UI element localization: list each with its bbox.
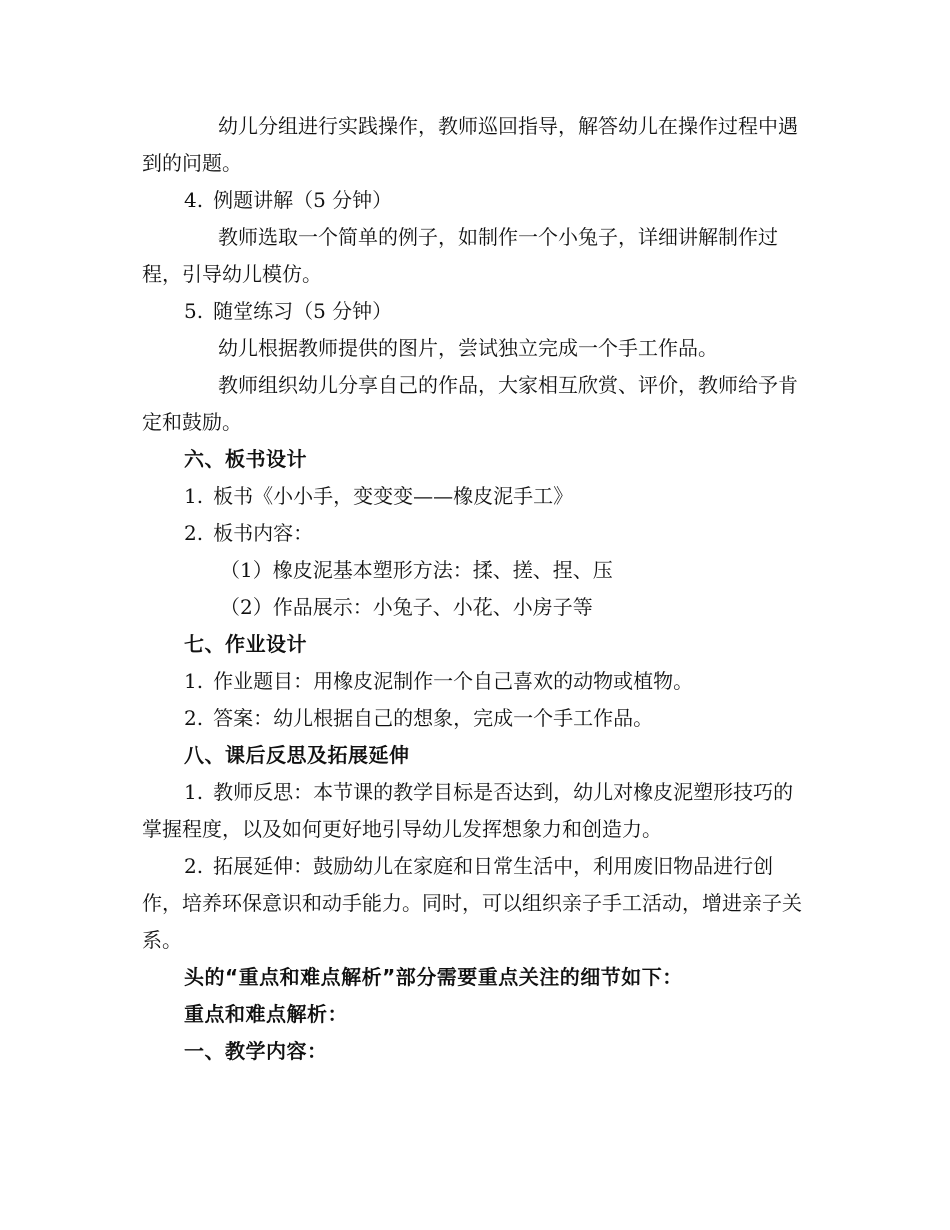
document-body [142,108,810,1070]
list-item [142,515,810,552]
list-number: 5. [184,299,204,323]
sub-list-item: （2）作品展示：小兔子、小花、小房子等 [220,595,593,619]
list-number: 4. [184,188,204,212]
paragraph: 教师选取一个简单的例子，如制作一个小兔子，详细讲解制作过程，引导幼儿模仿。 [142,225,778,286]
list-item [142,663,810,700]
list-item [142,700,810,737]
list-number: 2. [184,854,204,878]
note-heading: 头的“重点和难点解析”部分需要重点关注的细节如下： [184,965,683,989]
list-number: 2. [184,521,204,545]
section-heading: 一、教学内容： [184,1039,328,1063]
list-text: 板书《小小手，变变变——橡皮泥手工》 [213,484,574,508]
list-item [142,774,810,848]
list-item [142,478,810,515]
list-number: 2. [184,706,204,730]
paragraph: 幼儿分组进行实践操作，教师巡回指导，解答幼儿在操作过程中遇到的问题。 [142,114,798,175]
list-number: 1. [184,484,204,508]
list-text: 教师反思：本节课的教学目标是否达到，幼儿对橡皮泥塑形技巧的掌握程度，以及如何更好地引导幼儿发挥想象力和创造力。 [142,780,794,841]
list-item [142,848,810,959]
list-number: 1. [184,669,204,693]
list-item [142,182,810,219]
paragraph: 幼儿根据教师提供的图片，尝试独立完成一个手工作品。 [218,336,718,360]
list-number: 1. [184,780,204,804]
list-text: 拓展延伸：鼓励幼儿在家庭和日常生活中，利用废旧物品进行创作，培养环保意识和动手能力。同时，可以组织亲子手工活动，增进亲子关系。 [142,854,802,952]
list-text: 例题讲解（5 分钟） [213,188,393,212]
sub-list-item: （1）橡皮泥基本塑形方法：揉、搓、捏、压 [220,558,613,582]
list-text: 板书内容： [213,521,314,545]
section-heading: 七、作业设计 [184,632,307,656]
list-item [142,293,810,330]
list-text: 作业题目：用橡皮泥制作一个自己喜欢的动物或植物。 [213,669,694,693]
list-text: 随堂练习（5 分钟） [213,299,393,323]
section-heading: 六、板书设计 [184,447,307,471]
list-text: 答案：幼儿根据自己的想象，完成一个手工作品。 [213,706,654,730]
section-heading: 八、课后反思及拓展延伸 [184,743,410,767]
paragraph: 教师组织幼儿分享自己的作品，大家相互欣赏、评价，教师给予肯定和鼓励。 [142,373,798,434]
section-heading: 重点和难点解析： [184,1002,348,1026]
